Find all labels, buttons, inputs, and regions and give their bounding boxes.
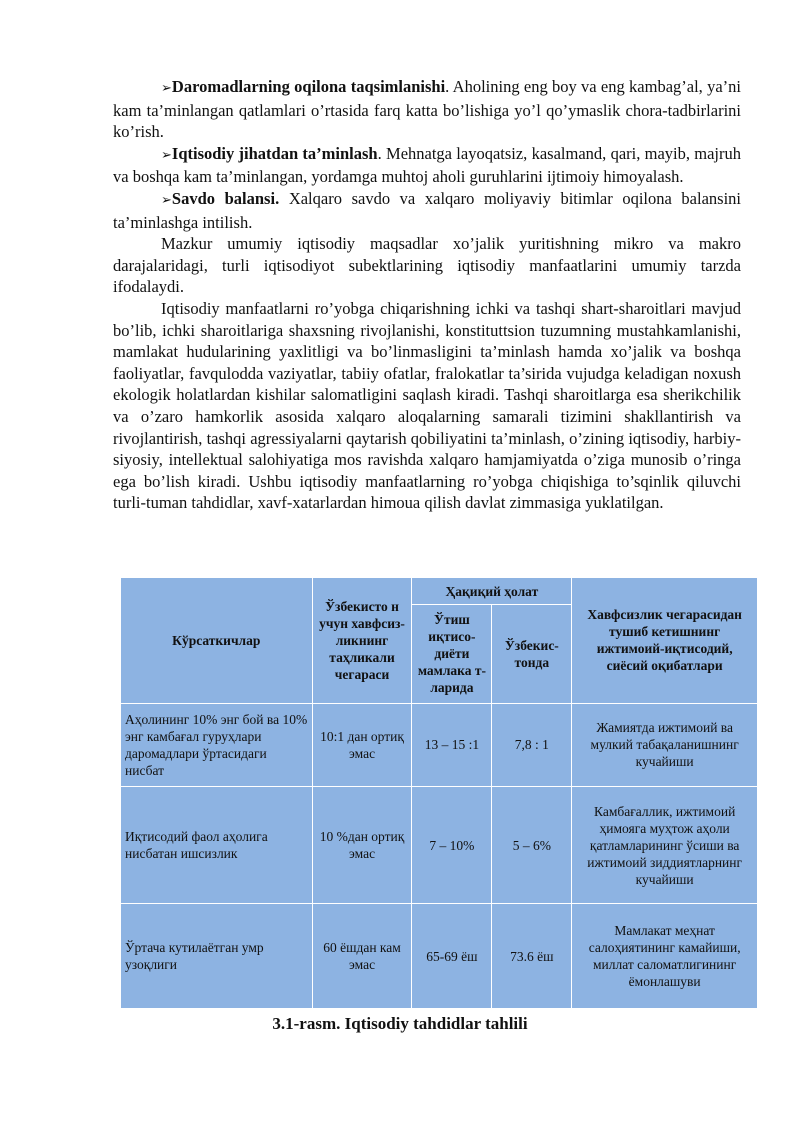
paragraph-text: Xalqaro savdo va xalqaro moliyaviy bitimlar oqilona balansini ta’minlashga intilish. bbox=[113, 188, 742, 232]
cell-threshold: 10:1 дан ортиқ эмас bbox=[312, 703, 412, 786]
figure-table bbox=[120, 577, 758, 1009]
cell-indicator: Иқтисодий фаол аҳолига нисбатан ишсизлик bbox=[121, 786, 313, 904]
cell-consequence: Мамлакат меҳнат салоҳиятининг камайиши, миллат саломатлигининг ёмонлашуви bbox=[572, 904, 758, 1009]
paragraph-text: . Mehnatga layoqatsiz, kasalmand, qari, mayib, majruh va boshqa kam ta’minlangan, yordamga muhtoj aholi guruhlarini ijtimoiy himoyalash. bbox=[113, 143, 742, 187]
arrow-bullet-icon: ➢ bbox=[161, 81, 172, 96]
arrow-bullet-icon: ➢ bbox=[161, 147, 172, 163]
paragraph-general-goals bbox=[113, 233, 741, 298]
header-threshold: Ўзбекисто н учун хавфсиз-ликнинг таҳликали чегараси bbox=[312, 578, 412, 704]
cell-uzbekistan: 5 – 6% bbox=[492, 786, 572, 904]
header-developed: Ўтиш иқтисо-диёти мамлака т-ларида bbox=[412, 605, 492, 703]
cell-threshold: 10 %дан ортиқ эмас bbox=[312, 786, 412, 904]
table-row bbox=[121, 904, 758, 1009]
cell-consequence: Камбағаллик, ижтимоий ҳимояга муҳтож аҳоли қатламларининг ўсиши ва ижтимоий зиддиятларнинг кучайиши bbox=[572, 786, 758, 904]
paragraph-heading: Savdo balansi. bbox=[171, 188, 280, 208]
cell-consequence: Жамиятда ижтимоий ва мулкий табақаланишнинг кучайиши bbox=[572, 703, 758, 786]
table-row bbox=[121, 703, 758, 786]
header-consequences: Хавфсизлик чегарасидан тушиб кетишнинг ижтимоий-иқтисодий, сиёсий оқибатлари bbox=[572, 578, 758, 704]
cell-threshold: 60 ёшдан кам эмас bbox=[312, 904, 412, 1009]
header-actual: Ҳақиқий ҳолат bbox=[412, 578, 572, 605]
cell-developed: 13 – 15 :1 bbox=[412, 703, 492, 786]
cell-uzbekistan: 73.6 ёш bbox=[492, 904, 572, 1009]
table-row bbox=[121, 786, 758, 904]
paragraph-income-distribution bbox=[113, 76, 741, 143]
paragraph-trade-balance bbox=[113, 188, 741, 233]
header-uzbekistan: Ўзбекис-тонда bbox=[492, 605, 572, 703]
cell-developed: 7 – 10% bbox=[412, 786, 492, 904]
cell-developed: 65-69 ёш bbox=[412, 904, 492, 1009]
cell-indicator: Аҳолининг 10% энг бой ва 10% энг камбағал гуруҳлари даромадлари ўртасидаги нисбат bbox=[121, 703, 313, 786]
header-indicators: Кўрсаткичлар bbox=[121, 578, 313, 704]
paragraph-text: . Aholining eng boy va eng kambag’al, ya’ni kam ta’minlangan qatlamlari o’rtasida farq katta bo’lishiga yo’l qo’ymaslik chora-tadbirlarini ko’rish. bbox=[113, 77, 741, 142]
paragraph-heading: Daromadlarning oqilona taqsimlanishi bbox=[171, 77, 446, 96]
paragraph-text: Mazkur umumiy iqtisodiy maqsadlar xo’jalik yuritishning mikro va makro darajalaridagi, turli iqtisodiyot subektlarining iqtisodiy manfaatlarini umumiy tarzda ifodalaydi. bbox=[113, 234, 741, 297]
arrow-bullet-icon: ➢ bbox=[161, 192, 172, 208]
cell-uzbekistan: 7,8 : 1 bbox=[492, 703, 572, 786]
paragraph-economic-provision bbox=[113, 143, 741, 188]
figure-caption: 3.1-rasm. Iqtisodiy tahdidlar tahlili bbox=[272, 1014, 528, 1033]
paragraph-heading: Iqtisodiy jihatdan ta’minlash bbox=[171, 143, 378, 163]
cell-indicator: Ўртача кутилаётган умр узоқлиги bbox=[121, 904, 313, 1009]
threats-table bbox=[120, 577, 758, 1009]
paragraph-conditions bbox=[113, 298, 741, 514]
paragraph-text: Iqtisodiy manfaatlarni ro’yobga chiqarishning ichki va tashqi shart-sharoitlari mavjud bo’lib, ichki sharoitlariga shaxsning rivojlanishi, konstituttsion tuzumning mustahkamlanishi, mamlakat hudularining yaxlitligi va bo’linmasligini ta’minlash hamda xo’jalik va boshqa faoliyatlar, favqulodda vaziyatlar, tabiiy ofatlar, fralokatlar ta’sirida vujudga keladigan noxush ekologik holatlardan kishilar salomatligini saqlash kiradi. Tashqi sharoitlarga esa sherikchilik va o’zaro hamkorlik asosida xalqaro aloqalarning samarali tizimini shakllantirish va rivojlantirish, tashqi agressiyalarni qaytarish qobiliyatini ta’minlash, o’zining iqtisodiy, harbiy-siyosiy, intellektual salohiyatiga mos ravishda xalqaro hamjamiyatda o’ziga munosib o’ringa ega bo’lish kiradi. Ushbu iqtisodiy manfaatlarning ro’yobga chiqishiga to’sqinlik qiluvchi turli-tuman tahdidlar, xavf-xatarlardan himoua qilish davlat zimmasiga yuklatilgan. bbox=[113, 298, 741, 513]
body-text bbox=[113, 76, 741, 514]
